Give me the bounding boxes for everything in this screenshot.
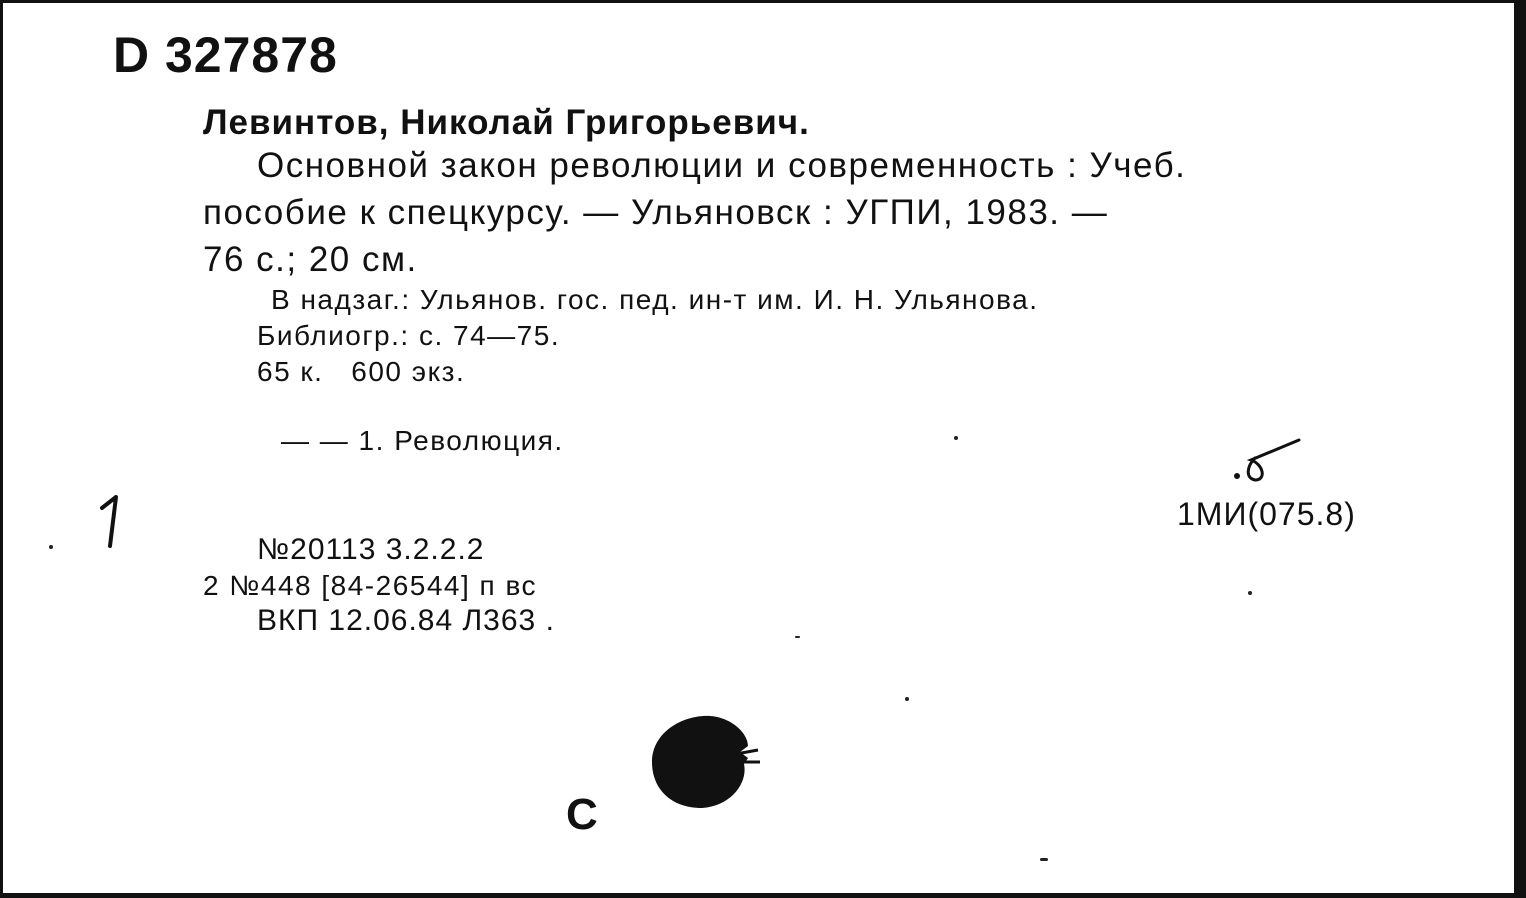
handwritten-mark-1 [96, 494, 130, 550]
card-border-left [0, 0, 3, 898]
title-line-1: Основной закон революции и современность : Учеб. [257, 146, 1187, 185]
note-issuing-body: В надзаг.: Ульянов. гос. пед. ин-т им. И. Н. Ульянова. [271, 284, 1039, 315]
card-border-bottom [0, 893, 1526, 898]
card-id-line-2: 2 №448 [84-26544] п вс [203, 570, 538, 601]
subject-heading: — — 1. Революция. [281, 425, 564, 456]
card-id-line-1: №20113 3.2.2.2 [257, 533, 485, 566]
handwritten-mark-2 [1233, 432, 1305, 488]
card-border-right [1514, 0, 1526, 898]
note-price-copies: 65 к. 600 экз. [257, 356, 466, 387]
shelfmark: D 327878 [113, 27, 338, 83]
title-line-3: 76 с.; 20 см. [203, 240, 418, 279]
ink-blot-icon [648, 712, 768, 812]
speck [795, 636, 800, 638]
speck [954, 436, 958, 440]
speck [1248, 591, 1252, 595]
card-id-line-3: ВКП 12.06.84 Л363 . [257, 604, 555, 637]
author-heading: Левинтов, Николай Григорьевич. [203, 103, 810, 142]
speck [905, 697, 909, 701]
classification-code: 1МИ(075.8) [1177, 496, 1356, 532]
title-line-2: пособие к спецкурсу. — Ульяновск : УГПИ, 1983. — [203, 193, 1109, 232]
speck [49, 545, 53, 549]
note-bibliography: Библиогр.: с. 74—75. [257, 320, 561, 351]
stamp-letter: С [566, 790, 598, 839]
speck [1040, 858, 1048, 861]
card-border-top [0, 0, 1526, 3]
